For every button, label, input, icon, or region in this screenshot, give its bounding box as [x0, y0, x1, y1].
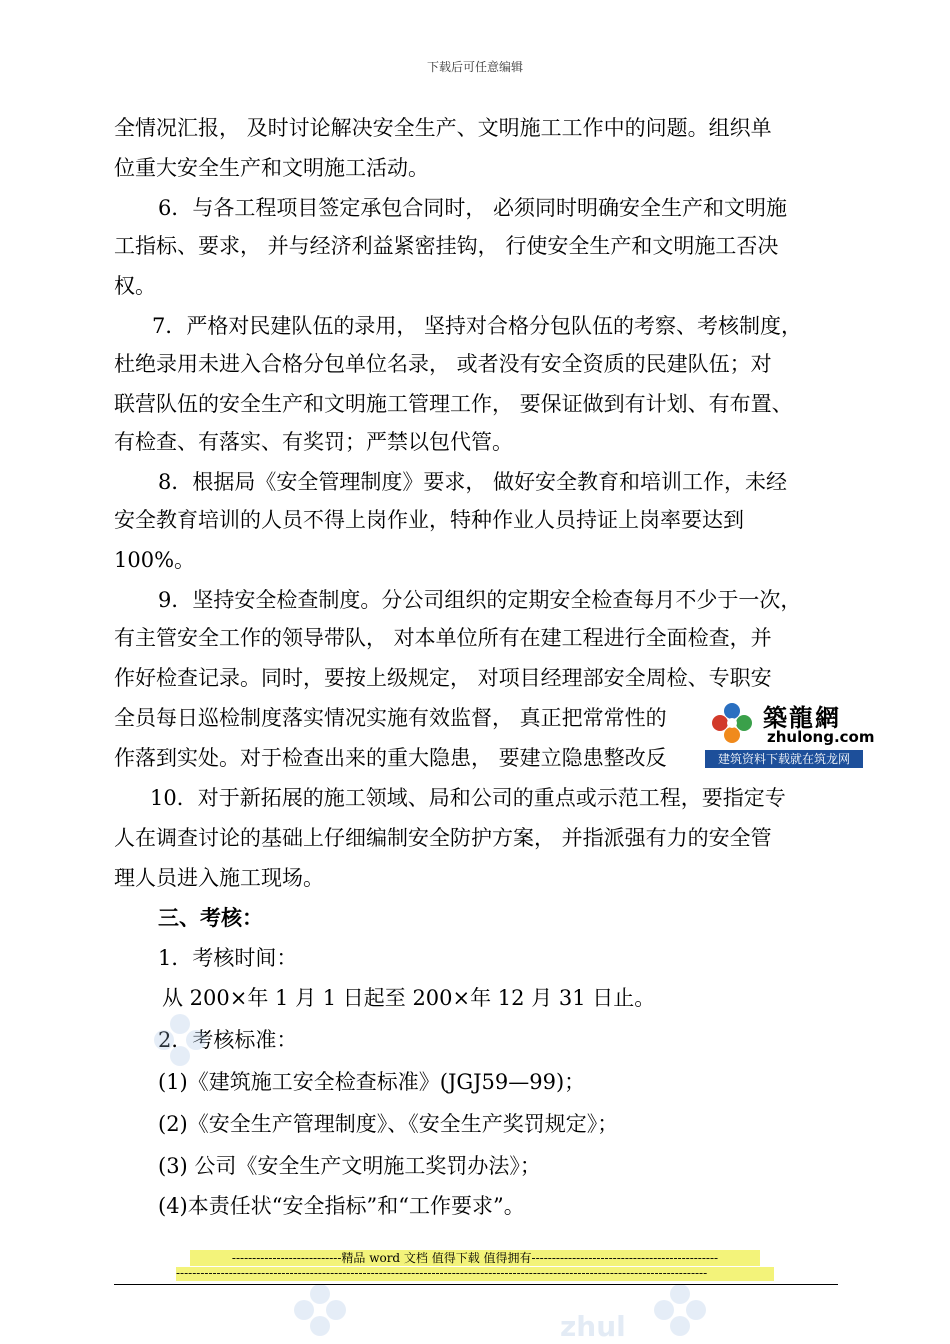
watermark-text: zhul [560, 1310, 626, 1343]
text-line: (1)《建筑施工安全检查标准》(JGJ59—99)； [158, 1070, 586, 1094]
text-line: 理人员进入施工现场。 [114, 866, 324, 890]
text-line: 7．严格对民建队伍的录用， 坚持对合格分包队伍的考察、考核制度， [152, 314, 803, 338]
watermark-flake-icon [650, 1280, 710, 1340]
section-heading: 三、考核： [158, 905, 263, 930]
zhulong-logo [705, 694, 875, 772]
logo-slogan: 建筑资料下载就在筑龙网 [705, 750, 863, 768]
footer-rule [114, 1284, 838, 1285]
text-line: 6．与各工程项目签定承包合同时， 必须同时明确安全生产和文明施 [158, 196, 788, 220]
text-line: 作落到实处。对于检查出来的重大隐患， 要建立隐患整改反 [114, 746, 667, 770]
logo-flower-icon [709, 700, 755, 746]
text-line: 9．坚持安全检查制度。分公司组织的定期安全检查每月不少于一次， [158, 588, 802, 612]
text-line: 人在调查讨论的基础上仔细编制安全防护方案， 并指派强有力的安全管 [114, 826, 772, 850]
text-line: 权。 [114, 274, 156, 298]
text-line: 杜绝录用未进入合格分包单位名录， 或者没有安全资质的民建队伍；对 [114, 352, 772, 376]
text-line: 100%。 [114, 548, 196, 572]
text-line: 10．对于新拓展的施工领域、局和公司的重点或示范工程，要指定专 [150, 786, 786, 810]
text-line: 安全教育培训的人员不得上岗作业，特种作业人员持证上岗率要达到 [114, 508, 744, 532]
footer-banner: ---------------------------精品 word 文档 值得下载 值得拥有---------------------------------------------- [190, 1250, 760, 1266]
text-line: 从 200×年 1 月 1 日起至 200×年 12 月 31 日止。 [162, 986, 656, 1010]
text-line: 联营队伍的安全生产和文明施工管理工作， 要保证做到有计划、有布置、 [114, 392, 793, 416]
text-line: (4)本责任状“安全指标”和“工作要求”。 [158, 1194, 525, 1218]
text-line: 2．考核标准： [158, 1028, 298, 1052]
watermark-flake-icon [290, 1280, 350, 1340]
footer-banner-dashes: ----------------------------------------------------------------------------------------------------------------------------------- [176, 1267, 774, 1281]
text-line: (3) 公司《安全生产文明施工奖罚办法》； [158, 1154, 541, 1178]
logo-name: 築龍網 [763, 703, 841, 732]
text-line: 1．考核时间： [158, 946, 298, 970]
text-line: 位重大安全生产和文明施工活动。 [114, 156, 429, 180]
text-line: 作好检查记录。同时，要按上级规定， 对项目经理部安全周检、专职安 [114, 666, 772, 690]
logo-domain: zhulong.com [767, 728, 875, 746]
watermark-flake-icon [150, 1010, 210, 1070]
header-note: 下载后可任意编辑 [426, 60, 523, 74]
text-line: 全员每日巡检制度落实情况实施有效监督， 真正把常常性的 [114, 706, 667, 730]
text-line: 有主管安全工作的领导带队， 对本单位所有在建工程进行全面检查，并 [114, 626, 772, 650]
text-line: 工指标、要求， 并与经济利益紧密挂钩， 行使安全生产和文明施工否决 [114, 234, 779, 258]
text-line: 有检查、有落实、有奖罚；严禁以包代管。 [114, 430, 513, 454]
text-line: 8．根据局《安全管理制度》要求， 做好安全教育和培训工作，未经 [158, 470, 788, 494]
text-line: 全情况汇报， 及时讨论解决安全生产、文明施工工作中的问题。组织单 [114, 116, 772, 140]
text-line: (2)《安全生产管理制度》、《安全生产奖罚规定》； [158, 1112, 619, 1136]
